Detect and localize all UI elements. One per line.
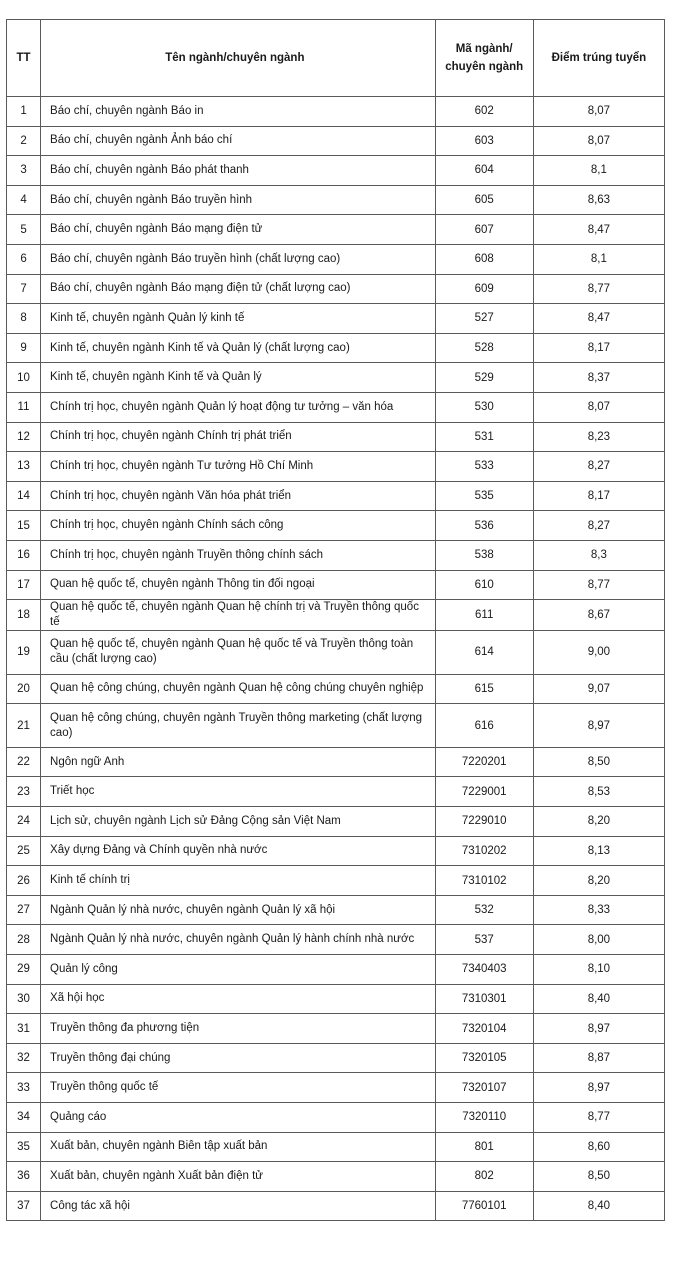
row-number: 26 bbox=[7, 866, 41, 896]
major-name: Lịch sử, chuyên ngành Lịch sử Đảng Cộng sản Việt Nam bbox=[41, 807, 436, 837]
major-code: 7229001 bbox=[435, 777, 533, 807]
row-number: 3 bbox=[7, 156, 41, 186]
row-number: 21 bbox=[7, 704, 41, 748]
row-number: 31 bbox=[7, 1014, 41, 1044]
admission-score: 8,47 bbox=[533, 304, 664, 334]
admission-score-table bbox=[6, 19, 665, 1221]
table-row bbox=[7, 97, 665, 127]
major-code: 7320110 bbox=[435, 1103, 533, 1133]
table-row bbox=[7, 895, 665, 925]
table-row bbox=[7, 333, 665, 363]
table-row bbox=[7, 777, 665, 807]
row-number: 29 bbox=[7, 955, 41, 985]
admission-score: 8,53 bbox=[533, 777, 664, 807]
table-row bbox=[7, 392, 665, 422]
major-name: Báo chí, chuyên ngành Báo mạng điện tử (chất lượng cao) bbox=[41, 274, 436, 304]
table-row bbox=[7, 925, 665, 955]
major-code: 533 bbox=[435, 452, 533, 482]
major-code: 7320107 bbox=[435, 1073, 533, 1103]
table-row bbox=[7, 126, 665, 156]
major-name: Kinh tế chính trị bbox=[41, 866, 436, 896]
admission-score: 8,07 bbox=[533, 126, 664, 156]
major-code: 7310301 bbox=[435, 984, 533, 1014]
table-row bbox=[7, 1103, 665, 1133]
row-number: 9 bbox=[7, 333, 41, 363]
major-code: 531 bbox=[435, 422, 533, 452]
table-row bbox=[7, 274, 665, 304]
table-row bbox=[7, 955, 665, 985]
major-name: Báo chí, chuyên ngành Ảnh báo chí bbox=[41, 126, 436, 156]
table-row bbox=[7, 511, 665, 541]
major-name: Chính trị học, chuyên ngành Văn hóa phát triển bbox=[41, 481, 436, 511]
row-number: 10 bbox=[7, 363, 41, 393]
major-code: 535 bbox=[435, 481, 533, 511]
major-name: Quan hệ công chúng, chuyên ngành Quan hệ công chúng chuyên nghiệp bbox=[41, 674, 436, 704]
major-name: Ngành Quản lý nhà nước, chuyên ngành Quản lý hành chính nhà nước bbox=[41, 925, 436, 955]
admission-score: 8,10 bbox=[533, 955, 664, 985]
row-number: 7 bbox=[7, 274, 41, 304]
table-row bbox=[7, 807, 665, 837]
major-code: 610 bbox=[435, 570, 533, 600]
admission-score: 8,97 bbox=[533, 1014, 664, 1044]
major-code: 7760101 bbox=[435, 1191, 533, 1221]
major-name: Báo chí, chuyên ngành Báo in bbox=[41, 97, 436, 127]
major-name: Truyền thông đa phương tiện bbox=[41, 1014, 436, 1044]
major-code: 609 bbox=[435, 274, 533, 304]
major-name: Kinh tế, chuyên ngành Quản lý kinh tế bbox=[41, 304, 436, 334]
major-code: 530 bbox=[435, 392, 533, 422]
table-row bbox=[7, 156, 665, 186]
major-name: Quảng cáo bbox=[41, 1103, 436, 1133]
admission-score: 8,40 bbox=[533, 1191, 664, 1221]
admission-score: 8,87 bbox=[533, 1043, 664, 1073]
table-row bbox=[7, 704, 665, 748]
row-number: 23 bbox=[7, 777, 41, 807]
admission-score: 8,00 bbox=[533, 925, 664, 955]
admission-score: 8,17 bbox=[533, 481, 664, 511]
header-major-code-line2: chuyên ngành bbox=[445, 61, 524, 73]
major-code: 536 bbox=[435, 511, 533, 541]
header-score: Điểm trúng tuyển bbox=[533, 20, 664, 97]
table-row bbox=[7, 452, 665, 482]
header-tt: TT bbox=[7, 20, 41, 97]
table-row bbox=[7, 866, 665, 896]
admission-score: 8,13 bbox=[533, 836, 664, 866]
row-number: 14 bbox=[7, 481, 41, 511]
major-name: Ngành Quản lý nhà nước, chuyên ngành Quản lý xã hội bbox=[41, 895, 436, 925]
table-row bbox=[7, 1043, 665, 1073]
admission-score: 8,77 bbox=[533, 274, 664, 304]
major-code: 802 bbox=[435, 1162, 533, 1192]
row-number: 13 bbox=[7, 452, 41, 482]
table-row bbox=[7, 984, 665, 1014]
table-row bbox=[7, 570, 665, 600]
row-number: 24 bbox=[7, 807, 41, 837]
admission-score: 8,40 bbox=[533, 984, 664, 1014]
header-major-name: Tên ngành/chuyên ngành bbox=[41, 20, 436, 97]
row-number: 19 bbox=[7, 631, 41, 675]
admission-score: 8,20 bbox=[533, 866, 664, 896]
row-number: 22 bbox=[7, 747, 41, 777]
row-number: 35 bbox=[7, 1132, 41, 1162]
row-number: 18 bbox=[7, 600, 41, 631]
row-number: 4 bbox=[7, 185, 41, 215]
admission-score: 8,47 bbox=[533, 215, 664, 245]
admission-score: 8,1 bbox=[533, 156, 664, 186]
major-name: Chính trị học, chuyên ngành Chính sách công bbox=[41, 511, 436, 541]
major-code: 616 bbox=[435, 704, 533, 748]
admission-score: 8,27 bbox=[533, 452, 664, 482]
row-number: 1 bbox=[7, 97, 41, 127]
admission-score: 8,37 bbox=[533, 363, 664, 393]
table-row bbox=[7, 363, 665, 393]
row-number: 12 bbox=[7, 422, 41, 452]
table-row bbox=[7, 1014, 665, 1044]
major-name: Báo chí, chuyên ngành Báo truyền hình (chất lượng cao) bbox=[41, 244, 436, 274]
row-number: 36 bbox=[7, 1162, 41, 1192]
table-row bbox=[7, 1073, 665, 1103]
table-row bbox=[7, 631, 665, 675]
admission-score: 8,23 bbox=[533, 422, 664, 452]
table-row bbox=[7, 540, 665, 570]
major-name: Quan hệ quốc tế, chuyên ngành Thông tin đối ngoại bbox=[41, 570, 436, 600]
major-name: Chính trị học, chuyên ngành Truyền thông chính sách bbox=[41, 540, 436, 570]
table-row bbox=[7, 244, 665, 274]
table-row bbox=[7, 836, 665, 866]
major-name: Ngôn ngữ Anh bbox=[41, 747, 436, 777]
row-number: 34 bbox=[7, 1103, 41, 1133]
admission-score: 8,07 bbox=[533, 392, 664, 422]
row-number: 8 bbox=[7, 304, 41, 334]
major-code: 611 bbox=[435, 600, 533, 631]
major-name: Xuất bản, chuyên ngành Biên tập xuất bản bbox=[41, 1132, 436, 1162]
row-number: 20 bbox=[7, 674, 41, 704]
header-major-code-line1: Mã ngành/ bbox=[455, 43, 513, 55]
major-code: 608 bbox=[435, 244, 533, 274]
admission-score: 8,67 bbox=[533, 600, 664, 631]
row-number: 32 bbox=[7, 1043, 41, 1073]
admission-score: 8,50 bbox=[533, 1162, 664, 1192]
table-row bbox=[7, 1191, 665, 1221]
admission-score: 8,07 bbox=[533, 97, 664, 127]
major-code: 7310102 bbox=[435, 866, 533, 896]
major-name: Kinh tế, chuyên ngành Kinh tế và Quản lý (chất lượng cao) bbox=[41, 333, 436, 363]
major-code: 801 bbox=[435, 1132, 533, 1162]
major-code: 7340403 bbox=[435, 955, 533, 985]
major-code: 538 bbox=[435, 540, 533, 570]
major-code: 605 bbox=[435, 185, 533, 215]
major-name: Quan hệ quốc tế, chuyên ngành Quan hệ chính trị và Truyền thông quốc tế bbox=[41, 600, 436, 631]
row-number: 2 bbox=[7, 126, 41, 156]
major-name: Quan hệ công chúng, chuyên ngành Truyền thông marketing (chất lượng cao) bbox=[41, 704, 436, 748]
major-code: 615 bbox=[435, 674, 533, 704]
admission-score: 8,77 bbox=[533, 570, 664, 600]
admission-score: 8,97 bbox=[533, 1073, 664, 1103]
major-code: 602 bbox=[435, 97, 533, 127]
row-number: 37 bbox=[7, 1191, 41, 1221]
admission-score: 8,50 bbox=[533, 747, 664, 777]
major-code: 529 bbox=[435, 363, 533, 393]
table-row bbox=[7, 747, 665, 777]
major-code: 603 bbox=[435, 126, 533, 156]
major-name: Truyền thông đại chúng bbox=[41, 1043, 436, 1073]
row-number: 28 bbox=[7, 925, 41, 955]
table-row bbox=[7, 304, 665, 334]
table-row bbox=[7, 1132, 665, 1162]
major-code: 604 bbox=[435, 156, 533, 186]
row-number: 15 bbox=[7, 511, 41, 541]
table-row bbox=[7, 1162, 665, 1192]
major-name: Quản lý công bbox=[41, 955, 436, 985]
admission-score: 8,17 bbox=[533, 333, 664, 363]
major-code: 532 bbox=[435, 895, 533, 925]
admission-score: 8,97 bbox=[533, 704, 664, 748]
admission-score: 8,1 bbox=[533, 244, 664, 274]
major-code: 7320105 bbox=[435, 1043, 533, 1073]
admission-score: 8,27 bbox=[533, 511, 664, 541]
major-name: Triết học bbox=[41, 777, 436, 807]
row-number: 33 bbox=[7, 1073, 41, 1103]
major-name: Xuất bản, chuyên ngành Xuất bản điện tử bbox=[41, 1162, 436, 1192]
table-row bbox=[7, 215, 665, 245]
row-number: 30 bbox=[7, 984, 41, 1014]
row-number: 17 bbox=[7, 570, 41, 600]
major-code: 7310202 bbox=[435, 836, 533, 866]
major-name: Quan hệ quốc tế, chuyên ngành Quan hệ quốc tế và Truyền thông toàn cầu (chất lượng cao) bbox=[41, 631, 436, 675]
admission-score: 9,00 bbox=[533, 631, 664, 675]
major-name: Truyền thông quốc tế bbox=[41, 1073, 436, 1103]
row-number: 25 bbox=[7, 836, 41, 866]
major-name: Kinh tế, chuyên ngành Kinh tế và Quản lý bbox=[41, 363, 436, 393]
major-name: Chính trị học, chuyên ngành Chính trị phát triển bbox=[41, 422, 436, 452]
table-row bbox=[7, 185, 665, 215]
major-name: Báo chí, chuyên ngành Báo mạng điện tử bbox=[41, 215, 436, 245]
major-code: 527 bbox=[435, 304, 533, 334]
admission-score: 8,20 bbox=[533, 807, 664, 837]
major-name: Chính trị học, chuyên ngành Tư tưởng Hồ Chí Minh bbox=[41, 452, 436, 482]
major-code: 7320104 bbox=[435, 1014, 533, 1044]
admission-score: 8,77 bbox=[533, 1103, 664, 1133]
major-code: 537 bbox=[435, 925, 533, 955]
major-name: Xây dựng Đảng và Chính quyền nhà nước bbox=[41, 836, 436, 866]
major-code: 7229010 bbox=[435, 807, 533, 837]
admission-score: 8,33 bbox=[533, 895, 664, 925]
major-code: 607 bbox=[435, 215, 533, 245]
major-code: 528 bbox=[435, 333, 533, 363]
row-number: 27 bbox=[7, 895, 41, 925]
row-number: 5 bbox=[7, 215, 41, 245]
major-code: 614 bbox=[435, 631, 533, 675]
row-number: 16 bbox=[7, 540, 41, 570]
major-name: Báo chí, chuyên ngành Báo truyền hình bbox=[41, 185, 436, 215]
header-major-code bbox=[435, 20, 533, 97]
admission-score: 8,63 bbox=[533, 185, 664, 215]
table-row bbox=[7, 600, 665, 631]
major-name: Xã hội học bbox=[41, 984, 436, 1014]
major-name: Báo chí, chuyên ngành Báo phát thanh bbox=[41, 156, 436, 186]
major-code: 7220201 bbox=[435, 747, 533, 777]
table-header-row bbox=[7, 20, 665, 97]
admission-score: 8,3 bbox=[533, 540, 664, 570]
table-row bbox=[7, 674, 665, 704]
major-name: Công tác xã hội bbox=[41, 1191, 436, 1221]
row-number: 11 bbox=[7, 392, 41, 422]
table-row bbox=[7, 481, 665, 511]
table-body bbox=[7, 97, 665, 1221]
admission-score: 8,60 bbox=[533, 1132, 664, 1162]
row-number: 6 bbox=[7, 244, 41, 274]
major-name: Chính trị học, chuyên ngành Quản lý hoạt động tư tưởng – văn hóa bbox=[41, 392, 436, 422]
admission-score: 9,07 bbox=[533, 674, 664, 704]
table-row bbox=[7, 422, 665, 452]
